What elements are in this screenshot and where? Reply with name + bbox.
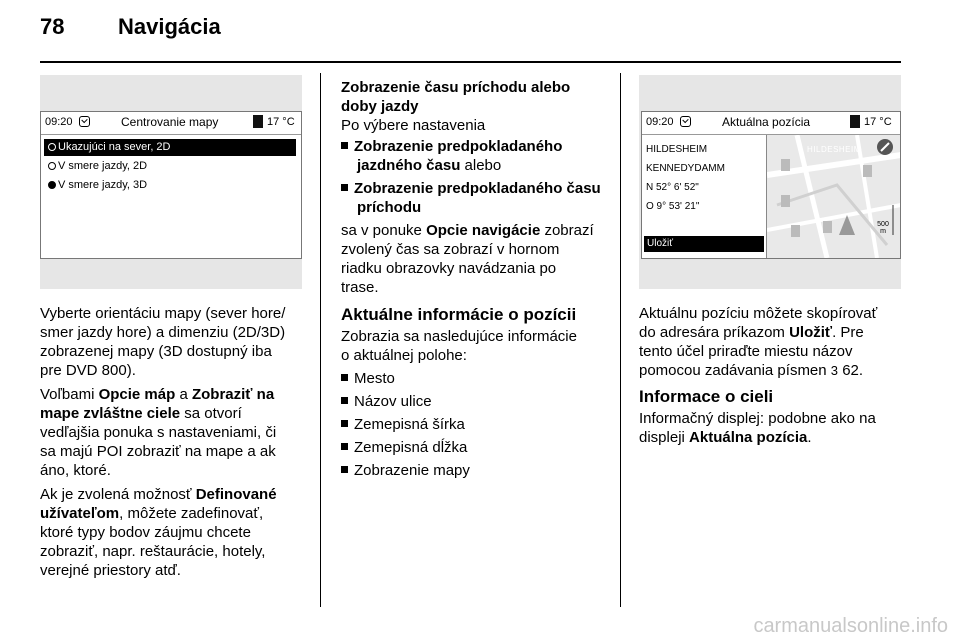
bullet-item: Zemepisná dĺžka	[341, 438, 467, 457]
paragraph-line: do adresára príkazom Uložiť. Pre	[639, 324, 864, 341]
phone-icon	[253, 115, 263, 128]
bullet-item: Zobrazenie predpokladaného	[341, 137, 562, 156]
bullet-icon	[341, 397, 348, 404]
paragraph-line: pre DVD 800).	[40, 362, 136, 379]
paragraph-line: Po výbere nastavenia	[341, 117, 486, 134]
status-bar	[642, 112, 900, 135]
paragraph-line: smer jazdy hore) a dimenziu (2D/3D)	[40, 324, 286, 341]
bullet-item: Zobrazenie predpokladaného času	[341, 179, 601, 198]
paragraph-line: tento účel priraďte miestu názov	[639, 343, 853, 360]
paragraph-line: mape zvláštne ciele sa otvorí	[40, 405, 242, 422]
section-heading: Aktuálne informácie o pozícii	[341, 305, 577, 324]
paragraph-line: Zobrazia sa nasledujúce informácie	[341, 328, 577, 345]
screen-title: Centrovanie mapy	[121, 115, 219, 129]
page-ref-icon: 3	[830, 363, 839, 378]
option-heading-up-2d[interactable]: V smere jazdy, 2D	[44, 158, 296, 175]
paragraph-line: zobraziť, napr. reštaurácie, hotely,	[40, 543, 266, 560]
map-city-label: HILDESHEIM	[807, 145, 861, 154]
screenshot-frame-map-centering	[40, 75, 302, 289]
status-bar	[41, 112, 301, 135]
radio-icon	[48, 143, 56, 151]
bullet-icon	[341, 420, 348, 427]
paragraph-line: užívateľom, môžete zadefinovať,	[40, 505, 264, 522]
paragraph-line: Vyberte orientáciu mapy (sever hore/	[40, 305, 286, 322]
paragraph-line: trase.	[341, 279, 379, 296]
bullet-item-cont: jazdného času alebo	[357, 157, 502, 174]
paragraph-line: verejné priestory atď.	[40, 562, 181, 579]
bullet-icon	[341, 142, 348, 149]
column-divider	[320, 73, 321, 607]
temperature: 17 °C	[267, 116, 295, 128]
paragraph-line: zobrazenej mapy (3D dostupný iba	[40, 343, 272, 360]
paragraph-line: vedľajšia ponuka s nastaveniami, či	[40, 424, 277, 441]
paragraph-line: áno, ktoré.	[40, 462, 111, 479]
paragraph-line: zvolený čas sa zobrazí v hornom	[341, 241, 560, 258]
page-title: Navigácia	[118, 14, 221, 39]
clock-time: 09:20	[646, 116, 674, 128]
bullet-icon	[341, 374, 348, 381]
radio-icon	[48, 181, 56, 189]
position-info	[646, 140, 725, 216]
temperature: 17 °C	[864, 116, 892, 128]
option-north-up-2d[interactable]: Ukazujúci na sever, 2D	[44, 139, 296, 156]
section-heading: Informace o cieli	[639, 387, 774, 406]
paragraph-line: sa v ponuke Opcie navigácie zobrazí	[341, 222, 594, 239]
clock-time: 09:20	[45, 116, 73, 128]
bullet-icon	[341, 443, 348, 450]
bullet-item: Zobrazenie mapy	[341, 461, 470, 480]
option-heading-up-3d[interactable]: V smere jazdy, 3D	[44, 177, 296, 194]
bullet-item-cont: príchodu	[357, 199, 422, 216]
screen-title: Aktuálna pozícia	[722, 115, 811, 129]
paragraph-line: pomocou zadávania písmen 3 62.	[639, 362, 864, 379]
longitude-value: O 9° 53' 21"	[646, 201, 700, 212]
display-screen	[40, 111, 302, 259]
clock-icon	[79, 116, 90, 127]
bullet-item: Zemepisná šírka	[341, 415, 465, 434]
subheading: doby jazdy	[341, 98, 419, 115]
map-view[interactable]	[766, 135, 901, 258]
paragraph-line: Aktuálnu pozíciu môžete skopírovať	[639, 305, 878, 322]
screenshot-frame-current-position	[639, 75, 901, 289]
save-button[interactable]: Uložiť	[644, 236, 764, 252]
paragraph-line: o aktuálnej polohe:	[341, 347, 467, 364]
paragraph-line: displeji Aktuálna pozícia.	[639, 429, 812, 446]
radio-icon	[48, 162, 56, 170]
column-divider	[620, 73, 621, 607]
paragraph-line: sa majú POI zobraziť na mape a ak	[40, 443, 276, 460]
latitude-value: N 52° 6' 52"	[646, 182, 699, 193]
scale-label: 500 m	[877, 221, 889, 235]
street-value: KENNEDYDAMM	[646, 163, 725, 174]
subheading: Zobrazenie času príchodu alebo	[341, 79, 571, 96]
bullet-icon	[341, 466, 348, 473]
paragraph-line: ktoré typy bodov záujmu chcete	[40, 524, 251, 541]
city-value: HILDESHEIM	[646, 144, 708, 155]
bullet-item: Mesto	[341, 369, 395, 388]
phone-icon	[850, 115, 860, 128]
paragraph-line: Voľbami Opcie máp a Zobraziť na	[40, 386, 275, 403]
watermark: carmanualsonline.info	[753, 615, 948, 637]
header-rule	[40, 61, 901, 63]
bullet-item: Názov ulice	[341, 392, 432, 411]
paragraph-line: riadku obrazovky navádzania po	[341, 260, 557, 277]
display-screen	[641, 111, 901, 259]
bullet-icon	[341, 184, 348, 191]
clock-icon	[680, 116, 691, 127]
paragraph-line: Ak je zvolená možnosť Definované	[40, 486, 277, 503]
paragraph-line: Informačný displej: podobne ako na	[639, 410, 876, 427]
page-number: 78	[40, 14, 65, 39]
